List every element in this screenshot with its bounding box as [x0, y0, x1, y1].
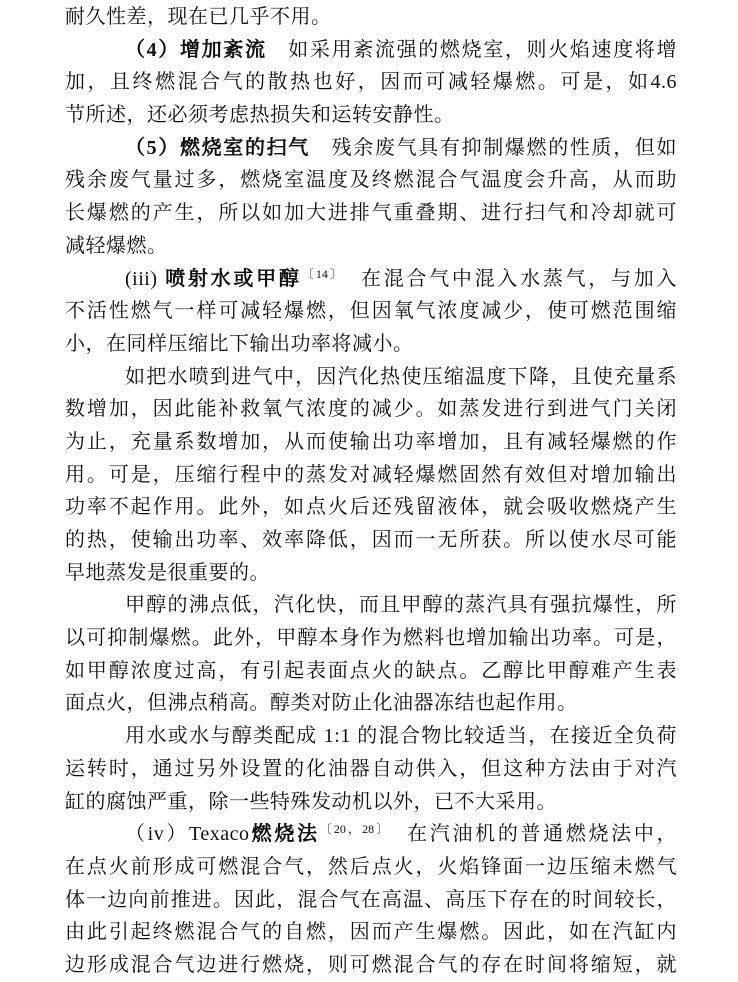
text-segment: 缸的腐蚀严重，除一些特殊发动机以外，已不大采用。	[65, 790, 557, 813]
text-line	[65, 687, 677, 720]
text-segment: 耐久性差，现在已几乎不用。	[65, 6, 332, 28]
text-segment: 小，在同样压缩比下输出功率将减小。	[65, 332, 414, 355]
text-line	[65, 263, 677, 296]
text-line	[65, 916, 677, 949]
text-line	[65, 459, 677, 492]
text-segment: 残余废气具有抑制爆燃的性质，但如	[309, 136, 678, 159]
text-line	[65, 491, 677, 524]
text-segment: （iv）Texaco	[125, 823, 250, 846]
text-segment: 以可抑制爆燃。此外，甲醇本身作为燃料也增加输出功率。可是，	[65, 627, 677, 650]
text-line	[65, 328, 677, 361]
text-segment: 如采用紊流强的燃烧室，则火焰速度将增	[266, 38, 678, 61]
text-line	[65, 132, 677, 165]
text-line	[65, 66, 677, 99]
text-line	[65, 655, 677, 688]
text-segment: 如把水喷到进气中，因汽化热使压缩温度下降，且使充量系	[125, 365, 677, 388]
section-heading: （5）燃烧室的扫气	[125, 136, 310, 159]
text-line	[65, 622, 677, 655]
text-segment: 运转时，通过另外设置的化油器自动供入，但这种方法由于对汽	[65, 757, 677, 780]
text-segment: 在混合气中混入水蒸气，与加入	[338, 267, 677, 290]
text-segment: 加，且终燃混合气的散热也好，因而可减轻爆燃。可是，如4.6	[65, 71, 677, 94]
text-line	[65, 949, 677, 982]
section-heading: （4）增加紊流	[125, 38, 267, 61]
text-line	[65, 164, 677, 197]
text-line	[65, 851, 677, 884]
text-line	[65, 230, 677, 263]
reference-superscript: 〔20，28〕	[319, 822, 385, 837]
text-line	[65, 818, 677, 851]
text-segment: 早地蒸发是很重要的。	[65, 561, 270, 584]
text-segment: 残余废气量过多，燃烧室温度及终燃混合气温度会升高，从而助	[65, 169, 677, 192]
text-segment: 为止，充量系数增加，从而使输出功率增加，且有减轻爆燃的作	[65, 430, 677, 453]
text-line	[65, 99, 677, 132]
text-segment: 在汽油机的普通燃烧法中，	[384, 823, 677, 846]
text-line	[65, 361, 677, 394]
text-line	[65, 753, 677, 786]
text-line	[65, 295, 677, 328]
text-segment: 功率不起作用。此外，如点火后还残留液体，就会吸收燃烧产生	[65, 496, 677, 519]
text-segment: 由此引起终燃混合气的自燃，因而产生爆燃。因此，如在汽缸内	[65, 921, 677, 944]
text-line	[65, 426, 677, 459]
text-line	[65, 786, 677, 819]
text-segment: 甲醇的沸点低，汽化快，而且甲醇的蒸汽具有强抗爆性，所	[125, 594, 677, 617]
text-segment: 面点火，但沸点稍高。醇类对防止化油器冻结也起作用。	[65, 692, 578, 715]
text-segment: 长爆燃的产生，所以如加大进排气重叠期、进行扫气和冷却就可	[65, 202, 677, 225]
text-segment: 如甲醇浓度过高，有引起表面点火的缺点。乙醇比甲醇难产生表	[65, 659, 677, 682]
reference-superscript: 〔14〕	[301, 266, 339, 281]
text-line	[65, 524, 677, 557]
text-segment: 用水或水与醇类配成 1:1 的混合物比较适当，在接近全负荷	[125, 725, 677, 748]
text-line	[65, 34, 677, 67]
text-line	[65, 393, 677, 426]
page-text	[65, 1, 677, 982]
section-heading: 喷射水或甲醇	[165, 267, 302, 290]
text-line	[65, 589, 677, 622]
text-segment: 数增加，因此能补救氧气浓度的减少。如蒸发进行到进气门关闭	[65, 398, 677, 421]
text-segment: 边形成混合气边进行燃烧，则可燃混合气的存在时间将缩短，就	[65, 953, 677, 976]
text-segment: 节所述，还必须考虑热损失和运转安静性。	[65, 104, 455, 127]
text-segment: 用。可是，压缩行程中的蒸发对减轻爆燃固然有效但对增加输出	[65, 463, 677, 486]
section-heading: 燃烧法	[249, 823, 320, 846]
text-line	[65, 1, 677, 34]
text-line	[65, 720, 677, 753]
text-segment: (iii)	[125, 267, 166, 290]
text-line	[65, 557, 677, 590]
text-segment: 在点火前形成可燃混合气，然后点火，火焰锋面一边压缩未燃气	[65, 855, 677, 878]
text-line	[65, 197, 677, 230]
text-segment: 的热，使输出功率、效率降低，因而一无所获。所以使水尽可能	[65, 529, 677, 551]
text-segment: 减轻爆燃。	[65, 234, 168, 257]
text-line	[65, 884, 677, 917]
text-segment: 不活性燃气一样可减轻爆燃，但因氧气浓度减少，使可燃范围缩	[65, 300, 677, 323]
text-segment: 体一边向前推进。因此，混合气在高温、高压下存在的时间较长，	[65, 888, 677, 911]
